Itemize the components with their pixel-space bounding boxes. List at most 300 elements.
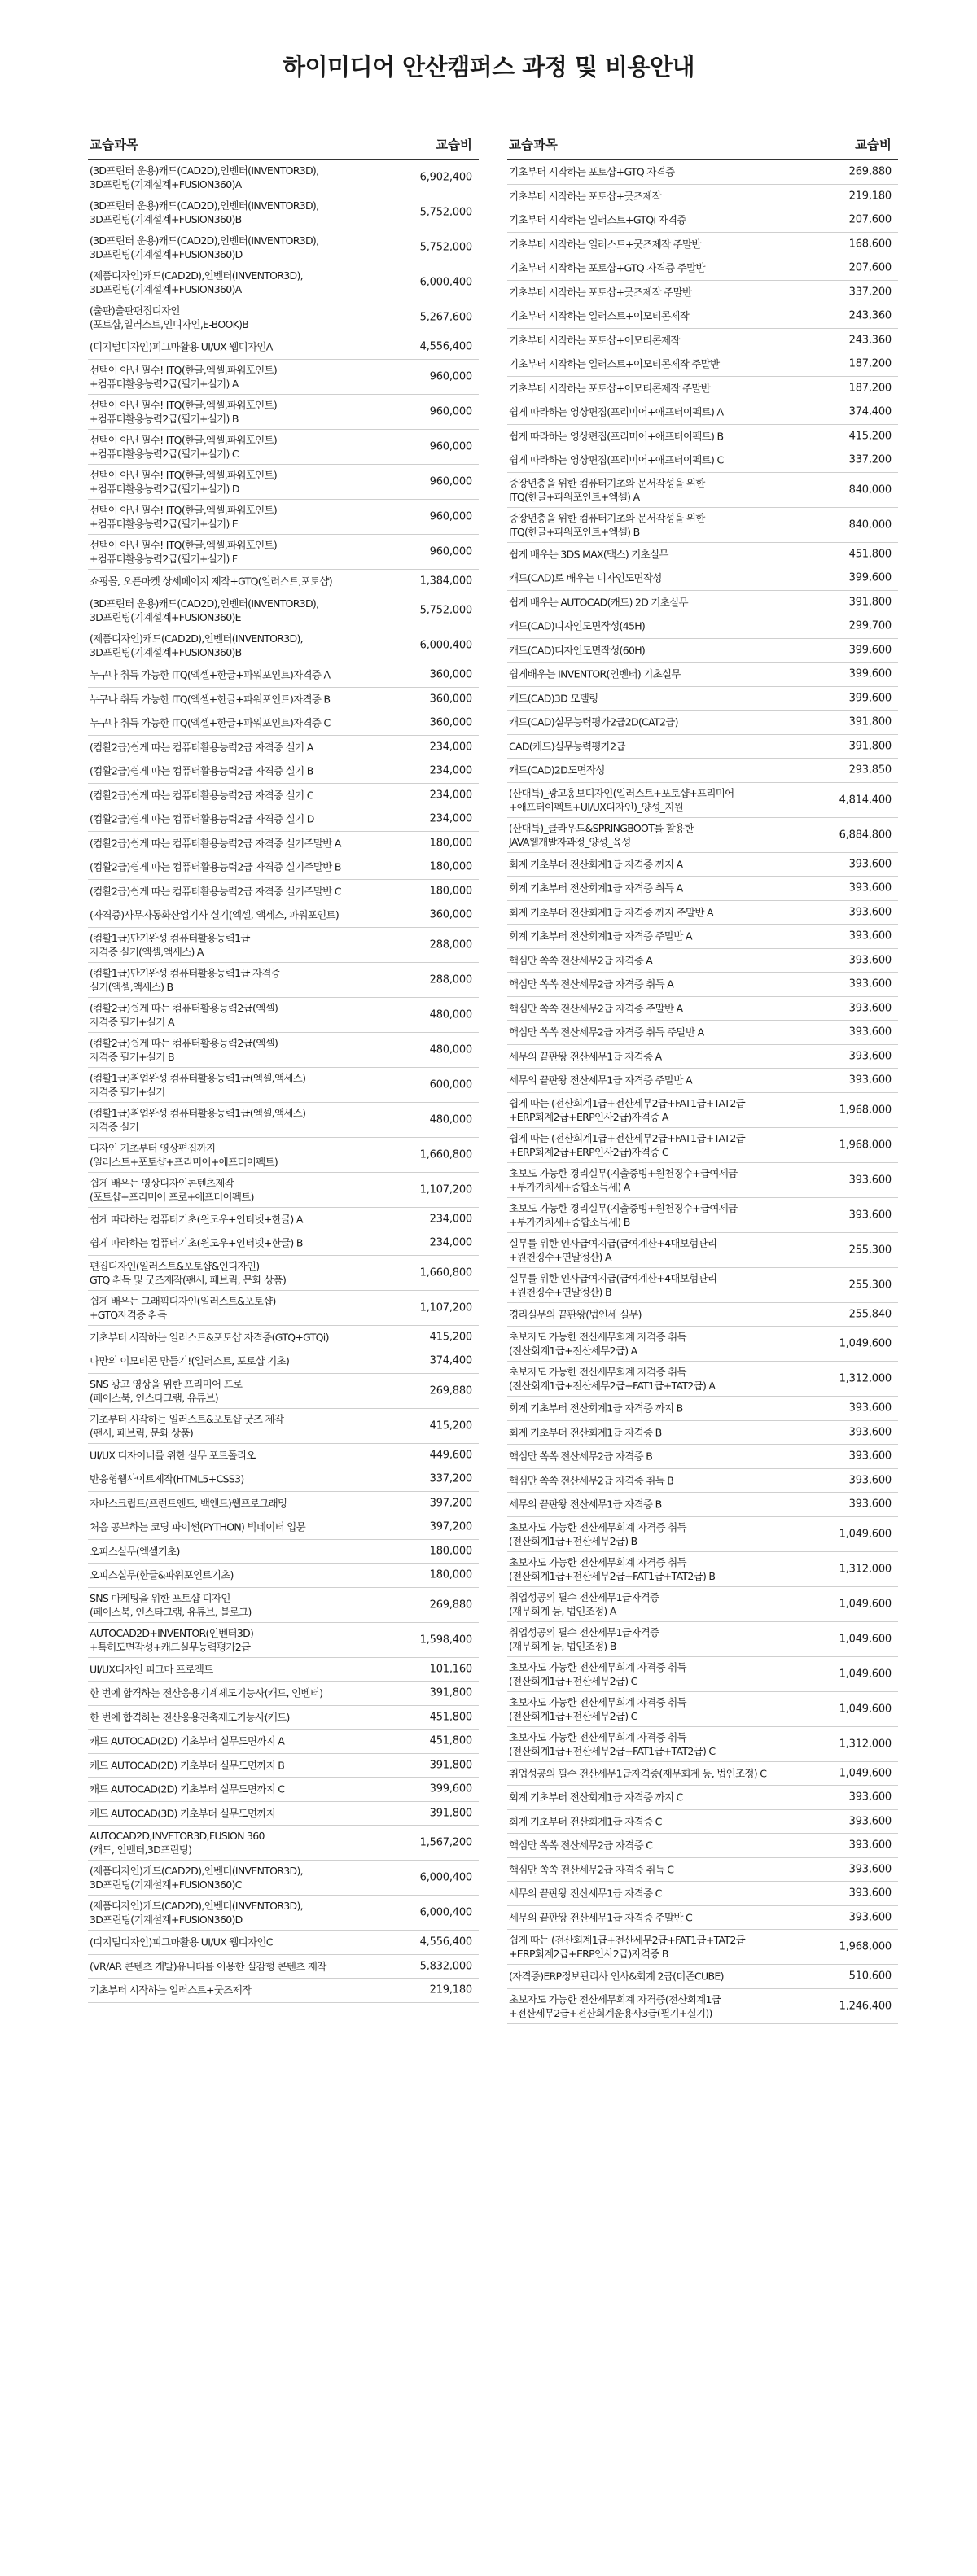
- course-name: (자격증)ERP정보관리사 인사&회계 2급(더존CUBE): [509, 1970, 724, 1983]
- page-title: 하이미디어 안산캠퍼스 과정 및 비용안내: [282, 53, 695, 81]
- course-name: 쉽게 배우는 그래픽디자인(일러스트&포토샵) +GTQ자격증 취득: [90, 1294, 276, 1321]
- course-fee: 960,000: [429, 405, 472, 418]
- course-name: 초보자도 가능한 전산세무회계 자격증 취득 (전산회계1급+전산세무2급) C: [509, 1695, 686, 1722]
- course-name: 쉽게 따는 (전산회계1급+전산세무2급+FAT1급+TAT2급 +ERP회계2급+ERP인사2급)자격증 C: [509, 1131, 745, 1158]
- course-fee: 1,968,000: [839, 1139, 892, 1151]
- course-name: SNS 마케팅을 위한 포토샵 디자인 (페이스북, 인스타그램, 유튜브, 블로그): [90, 1591, 252, 1618]
- table-row: [507, 853, 898, 877]
- table-row: [507, 1965, 898, 1989]
- course-name: 경리실무의 끝판왕(법인세 실무): [509, 1308, 642, 1321]
- course-name: (컴활2급)쉽게 따는 컴퓨터활용능력2급 자격증 실기주말반 C: [90, 885, 341, 898]
- course-fee: 1,049,600: [839, 1598, 892, 1610]
- course-table-left: [88, 122, 479, 2003]
- table-row: [88, 1682, 479, 1706]
- course-fee: 1,049,600: [839, 1528, 892, 1540]
- course-fee: 391,800: [429, 1686, 472, 1699]
- course-name: 반응형웹사이트제작(HTML5+CSS3): [90, 1472, 244, 1485]
- table-row: [88, 928, 479, 963]
- course-fee: 1,049,600: [839, 1668, 892, 1680]
- course-name: 선택이 아닌 필수! ITQ(한글,엑셀,파워포인트) +컴퓨터활용능력2급(필기+실기) C: [90, 433, 278, 460]
- course-name: 선택이 아닌 필수! ITQ(한글,엑셀,파워포인트) +컴퓨터활용능력2급(필기+실기) F: [90, 538, 278, 565]
- course-fee: 6,902,400: [419, 171, 472, 184]
- course-fee: 1,049,600: [839, 1633, 892, 1645]
- course-fee: 480,000: [429, 1113, 472, 1126]
- course-name: 기초부터 시작하는 포토샵+이모티콘제작 주말반: [509, 382, 711, 395]
- table-row: [507, 1233, 898, 1268]
- table-row: [88, 1754, 479, 1778]
- course-fee: 5,752,000: [419, 241, 472, 254]
- course-name: 캐드 AUTOCAD(2D) 기초부터 실무도면까지 B: [90, 1759, 285, 1772]
- table-row: [88, 395, 479, 430]
- table-row: [507, 591, 898, 615]
- table-row: [88, 1623, 479, 1658]
- course-fee: 393,600: [848, 1450, 892, 1463]
- course-fee: 180,000: [429, 837, 472, 850]
- table-row: [88, 1540, 479, 1564]
- course-fee: 180,000: [429, 1568, 472, 1581]
- table-row: [507, 1163, 898, 1198]
- table-row: [507, 1397, 898, 1421]
- course-fee: 1,660,800: [419, 1148, 472, 1161]
- course-fee: 1,312,000: [839, 1372, 892, 1385]
- course-fee: 1,598,400: [419, 1634, 472, 1646]
- table-row: [507, 473, 898, 508]
- course-fee: 269,880: [429, 1384, 472, 1397]
- course-fee: 840,000: [848, 483, 892, 496]
- course-fee: 393,600: [848, 881, 892, 894]
- table-row: [88, 880, 479, 904]
- table-row: [88, 759, 479, 784]
- table-row: [88, 1374, 479, 1409]
- course-name: 세무의 끝판왕 전산세무1급 자격증 주말반 C: [509, 1911, 693, 1924]
- course-fee: 219,180: [429, 1983, 472, 1997]
- table-row: [507, 783, 898, 818]
- course-name: 누구나 취득 가능한 ITQ(엑셀+한글+파워포인트)자격증 C: [90, 716, 331, 729]
- course-fee: 1,246,400: [839, 2000, 892, 2012]
- header-course: 교습과목: [90, 138, 138, 152]
- table-row: [88, 1326, 479, 1350]
- table-row: [88, 1173, 479, 1208]
- course-fee: 960,000: [429, 510, 472, 523]
- course-name: 초보자도 가능한 전산세무회계 자격증 취득 (전산회계1급+전산세무2급) B: [509, 1520, 686, 1547]
- course-fee: 180,000: [429, 1545, 472, 1558]
- table-row: [88, 195, 479, 230]
- table-row: [88, 430, 479, 465]
- course-name: 취업성공의 필수 전산세무1급자격증 (재무회계 등, 법인조정) A: [509, 1590, 659, 1617]
- table-row: [88, 1826, 479, 1861]
- course-name: (제품디자인)캐드(CAD2D),인벤터(INVENTOR3D), 3D프린팅(기계설계+FUSION360)D: [90, 1900, 303, 1926]
- table-row: [88, 1256, 479, 1291]
- course-fee: 480,000: [429, 1008, 472, 1021]
- course-fee: 393,600: [848, 1426, 892, 1439]
- course-fee: 393,600: [848, 1074, 892, 1087]
- course-name: 쉽게 따라하는 컴퓨터기초(윈도우+인터넷+한글) B: [90, 1236, 303, 1249]
- course-fee: 393,600: [848, 1474, 892, 1487]
- course-fee: 6,000,400: [419, 276, 472, 289]
- table-row: [88, 855, 479, 880]
- course-name: 핵심만 쏙쏙 전산세무2급 자격증 주말반 A: [509, 1002, 683, 1015]
- course-name: UI/UX 디자이너를 위한 실무 포트폴리오: [90, 1449, 256, 1462]
- course-name: 캐드(CAD)디자인도면작성(45H): [509, 619, 646, 632]
- course-name: 쉽게 따는 (전산회계1급+전산세무2급+FAT1급+TAT2급 +ERP회계2급+ERP인사2급)자격증 A: [509, 1096, 745, 1123]
- course-name: 회계 기초부터 전산회계1급 자격증 까지 A: [509, 858, 683, 871]
- course-name: 나만의 이모티콘 만들기!(일러스트, 포토샵 기초): [90, 1354, 290, 1367]
- course-name: 초보도 가능한 경리실무(지출증빙+원천징수+급여세금 +부가가치세+종합소득세) A: [509, 1166, 738, 1193]
- course-fee: 1,312,000: [839, 1738, 892, 1750]
- course-name: 디자인 기초부터 영상편집까지 (일러스트+포토샵+프리미어+애프터이펙트): [90, 1141, 278, 1168]
- course-name: 캐드(CAD)3D 모델링: [509, 692, 598, 705]
- course-name: 세무의 끝판왕 전산세무1급 자격증 주말반 A: [509, 1074, 692, 1087]
- table-row: [507, 687, 898, 711]
- course-fee: 397,200: [429, 1497, 472, 1510]
- course-name: 기초부터 시작하는 일러스트&포토샵 굿즈 제작 (팬시, 패브릭, 문화 상품): [90, 1412, 284, 1439]
- course-name: (컴활1급)단기완성 컴퓨터활용능력1급 자격증 실기(엑셀,액세스) B: [90, 966, 281, 993]
- course-fee: 480,000: [429, 1043, 472, 1056]
- table-row: [88, 1896, 479, 1931]
- course-name: 자바스크립트(프런트엔드, 백엔드)웹프로그래밍: [90, 1497, 287, 1510]
- table-row: [507, 818, 898, 853]
- course-name: 초보자도 가능한 전산세무회계 자격증 취득 (전산회계1급+전산세무2급+FAT1급+TAT2급) C: [509, 1730, 716, 1757]
- course-fee: 360,000: [429, 668, 472, 681]
- course-fee: 960,000: [429, 475, 472, 488]
- table-row: [88, 535, 479, 570]
- course-name: (출판)출판편집디자인 (포토샵,일러스트,인디자인,E-BOOK)B: [90, 304, 249, 330]
- table-row: [507, 256, 898, 281]
- course-fee: 234,000: [429, 812, 472, 825]
- table-row: [88, 711, 479, 736]
- course-fee: 1,049,600: [839, 1767, 892, 1780]
- table-row: [88, 300, 479, 335]
- course-fee: 393,600: [848, 1498, 892, 1511]
- course-table-right: [507, 122, 898, 2024]
- course-name: 핵심만 쏙쏙 전산세무2급 자격증 취득 A: [509, 977, 674, 991]
- course-name: 초보자도 가능한 전산세무회계 자격증 취득 (전산회계1급+전산세무2급+FAT1급+TAT2급) B: [509, 1555, 716, 1582]
- course-name: 오피스실무(한글&파워포인트기초): [90, 1568, 234, 1581]
- course-fee: 393,600: [848, 977, 892, 991]
- course-name: 실무를 위한 인사급여지급(급여계산+4대보험관리 +원천징수+연말정산) A: [509, 1236, 717, 1263]
- course-name: 쉽게 배우는 3DS MAX(맥스) 기초실무: [509, 548, 668, 561]
- table-row: [88, 500, 479, 535]
- table-row: [88, 1931, 479, 1955]
- table-row: [507, 1810, 898, 1835]
- course-fee: 101,160: [429, 1663, 472, 1676]
- course-name: 캐드(CAD)로 배우는 디자인도면작성: [509, 571, 662, 584]
- table-row: [88, 1861, 479, 1896]
- table-row: [507, 759, 898, 783]
- course-name: 기초부터 시작하는 포토샵+굿즈제작 주말반: [509, 286, 692, 299]
- course-name: 캐드 AUTOCAD(2D) 기초부터 실무도면까지 A: [90, 1734, 285, 1747]
- table-row: [507, 185, 898, 209]
- course-name: 회계 기초부터 전산회계1급 자격증 까지 B: [509, 1402, 683, 1415]
- course-fee: 269,880: [429, 1599, 472, 1611]
- course-name: (디지털디자인)피그마활용 UI/UX 웹디자인A: [90, 340, 273, 353]
- course-fee: 288,000: [429, 938, 472, 951]
- table-row: [507, 329, 898, 353]
- course-name: (제품디자인)캐드(CAD2D),인벤터(INVENTOR3D), 3D프린팅(기계설계+FUSION360)A: [90, 269, 303, 295]
- table-row: [507, 1727, 898, 1762]
- course-fee: 1,107,200: [419, 1301, 472, 1314]
- course-fee: 1,968,000: [839, 1940, 892, 1953]
- table-row: [88, 335, 479, 360]
- table-row: [88, 1231, 479, 1256]
- course-name: (자격증)사무자동화산업기사 실기(엑셀, 액세스, 파워포인트): [90, 908, 340, 921]
- table-row: [88, 230, 479, 265]
- course-fee: 415,200: [429, 1331, 472, 1344]
- table-row: [88, 832, 479, 856]
- table-row: [88, 688, 479, 712]
- course-name: 세무의 끝판왕 전산세무1급 자격증 C: [509, 1887, 662, 1900]
- course-name: 캐드 AUTOCAD(2D) 기초부터 실무도면까지 C: [90, 1782, 285, 1795]
- course-fee: 391,800: [429, 1759, 472, 1772]
- course-name: 회계 기초부터 전산회계1급 자격증 까지 주말반 A: [509, 906, 713, 919]
- course-name: 핵심만 쏙쏙 전산세무2급 자격증 B: [509, 1450, 653, 1463]
- course-fee: 6,000,400: [419, 1906, 472, 1919]
- course-fee: 1,049,600: [839, 1703, 892, 1715]
- table-row: [507, 901, 898, 925]
- table-row: [88, 1706, 479, 1730]
- table-row: [507, 566, 898, 591]
- course-fee: 399,600: [429, 1782, 472, 1795]
- table-row: [88, 1138, 479, 1173]
- course-name: 기초부터 시작하는 포토샵+GTQ 자격증: [509, 165, 675, 178]
- course-name: 한 번에 합격하는 전산응용건축제도기능사(캐드): [90, 1711, 290, 1724]
- course-name: 회계 기초부터 전산회계1급 자격증 취득 A: [509, 881, 683, 894]
- course-name: (3D프린터 운용)캐드(CAD2D),인벤터(INVENTOR3D), 3D프린팅(기계설계+FUSION360)B: [90, 199, 319, 225]
- course-name: 쉽게 따라하는 컴퓨터기초(윈도우+인터넷+한글) A: [90, 1213, 303, 1226]
- course-fee: 960,000: [429, 370, 472, 383]
- course-fee: 4,556,400: [419, 340, 472, 353]
- course-fee: 293,850: [848, 763, 892, 776]
- table-row: [507, 352, 898, 377]
- table-body: [88, 160, 479, 2003]
- table-row: [507, 1906, 898, 1931]
- course-fee: 6,000,400: [419, 1871, 472, 1884]
- course-name: SNS 광고 영상을 위한 프리미어 프로 (페이스북, 인스타그램, 유튜브): [90, 1377, 243, 1404]
- course-name: 캐드(CAD)디자인도면작성(60H): [509, 644, 646, 657]
- course-fee: 1,968,000: [839, 1104, 892, 1116]
- table-row: [88, 784, 479, 808]
- table-row: [507, 304, 898, 329]
- course-fee: 337,200: [429, 1472, 472, 1485]
- course-fee: 393,600: [848, 906, 892, 919]
- course-fee: 180,000: [429, 885, 472, 898]
- course-name: 취업성공의 필수 전산세무1급자격증(재무회계 등, 법인조정) C: [509, 1767, 767, 1780]
- course-fee: 337,200: [848, 286, 892, 299]
- table-row: [88, 1444, 479, 1468]
- table-row: [88, 1068, 479, 1103]
- table-row: [507, 1421, 898, 1445]
- course-name: AUTOCAD2D,INVETOR3D,FUSION 360 (캐드, 인벤터,3D프린팅): [90, 1830, 265, 1856]
- table-row: [507, 663, 898, 687]
- course-name: 기초부터 시작하는 일러스트+굿즈제작: [90, 1983, 252, 1997]
- course-fee: 207,600: [848, 261, 892, 274]
- course-name: (컴활2급)쉽게 따는 컴퓨터활용능력2급 자격증 실기주말반 B: [90, 860, 341, 873]
- course-fee: 168,600: [848, 238, 892, 251]
- course-name: 기초부터 시작하는 포토샵+GTQ 자격증 주말반: [509, 261, 705, 274]
- course-name: (3D프린터 운용)캐드(CAD2D),인벤터(INVENTOR3D), 3D프린팅(기계설계+FUSION360)A: [90, 164, 319, 190]
- table-row: [507, 508, 898, 543]
- course-name: UI/UX디자인 피그마 프로젝트: [90, 1663, 213, 1676]
- course-fee: 393,600: [848, 954, 892, 967]
- course-name: 쉽게 배우는 영상디자인콘텐츠제작 (포토샵+프리미어 프로+애프터이펙트): [90, 1176, 254, 1203]
- table-row: [507, 711, 898, 735]
- course-name: (산대특)_광고홍보디자인(일러스트+포토샵+프리미어 +애프터이펙트+UI/UX디자인)_양성_지원: [509, 786, 734, 813]
- course-fee: 415,200: [429, 1419, 472, 1432]
- course-fee: 391,800: [848, 715, 892, 728]
- course-name: 취업성공의 필수 전산세무1급자격증 (재무회계 등, 법인조정) B: [509, 1625, 659, 1652]
- course-name: 초보자도 가능한 전산세무회계 자격증 취득 (전산회계1급+전산세무2급+FAT1급+TAT2급) A: [509, 1366, 716, 1392]
- course-fee: 187,200: [848, 357, 892, 370]
- course-name: 핵심만 쏙쏙 전산세무2급 자격증 취득 C: [509, 1863, 674, 1876]
- table-body: [507, 160, 898, 2024]
- course-name: 회계 기초부터 전산회계1급 자격증 C: [509, 1815, 662, 1828]
- course-name: 캐드(CAD)실무능력평가2급2D(CAT2급): [509, 715, 678, 728]
- course-fee: 6,884,800: [839, 829, 892, 841]
- table-row: [507, 735, 898, 759]
- course-fee: 391,800: [429, 1807, 472, 1820]
- course-name: 초보자도 가능한 전산세무회계 자격증(전산회계1급 +전산세무2급+전산회계운용사3급(필기+실기)): [509, 1992, 721, 2019]
- course-name: 쉽게배우는 INVENTOR(인벤터) 기초실무: [509, 667, 681, 680]
- table-row: [88, 1588, 479, 1623]
- course-fee: 255,300: [848, 1244, 892, 1256]
- table-row: [88, 1730, 479, 1754]
- course-fee: 180,000: [429, 860, 472, 873]
- table-row: [88, 807, 479, 832]
- table-row: [88, 570, 479, 594]
- course-name: 실무를 위한 인사급여지급(급여계산+4대보험관리 +원천징수+연말정산) B: [509, 1271, 717, 1298]
- course-fee: 449,600: [429, 1449, 472, 1462]
- header-fee: 교습비: [436, 138, 472, 152]
- table-row: [507, 639, 898, 663]
- table-row: [507, 1469, 898, 1494]
- course-name: (컴활2급)쉽게 따는 컴퓨터활용능력2급(엑셀) 자격증 필기+실기 A: [90, 1001, 278, 1028]
- course-fee: 4,556,400: [419, 1935, 472, 1948]
- course-fee: 393,600: [848, 1911, 892, 1924]
- course-fee: 207,600: [848, 213, 892, 226]
- course-fee: 399,600: [848, 644, 892, 657]
- table-row: [507, 377, 898, 401]
- table-row: [507, 1198, 898, 1233]
- course-fee: 337,200: [848, 453, 892, 466]
- course-fee: 399,600: [848, 571, 892, 584]
- course-fee: 451,800: [848, 548, 892, 561]
- course-fee: 243,360: [848, 334, 892, 347]
- course-name: (VR/AR 콘텐츠 개발)유니티를 이용한 실감형 콘텐츠 제작: [90, 1960, 326, 1973]
- course-fee: 360,000: [429, 693, 472, 706]
- course-name: (컴활1급)취업완성 컴퓨터활용능력1급(엑셀,액세스) 자격증 실기: [90, 1106, 306, 1133]
- course-fee: 255,300: [848, 1279, 892, 1291]
- course-name: 한 번에 합격하는 전산응용기계제도기능사(캐드, 인벤터): [90, 1686, 323, 1699]
- table-row: [507, 160, 898, 185]
- course-fee: 219,180: [848, 190, 892, 203]
- course-fee: 234,000: [429, 789, 472, 802]
- course-name: (컴활1급)취업완성 컴퓨터활용능력1급(엑셀,액세스) 자격증 필기+실기: [90, 1071, 306, 1098]
- table-row: [88, 1778, 479, 1802]
- table-row: [507, 1587, 898, 1622]
- course-fee: 393,600: [848, 1050, 892, 1063]
- table-row: [507, 1093, 898, 1128]
- course-fee: 393,600: [848, 1791, 892, 1804]
- course-fee: 391,800: [848, 596, 892, 609]
- course-name: 쉽게 따라하는 영상편집(프리미어+애프터이펙트) B: [509, 430, 724, 443]
- table-row: [88, 1564, 479, 1588]
- course-name: 선택이 아닌 필수! ITQ(한글,엑셀,파워포인트) +컴퓨터활용능력2급(필기+실기) D: [90, 468, 278, 495]
- course-fee: 255,840: [848, 1308, 892, 1321]
- table-row: [88, 963, 479, 998]
- table-row: [88, 1103, 479, 1138]
- table-row: [507, 448, 898, 473]
- table-row: [507, 1657, 898, 1692]
- table-row: [507, 1882, 898, 1906]
- course-name: 선택이 아닌 필수! ITQ(한글,엑셀,파워포인트) +컴퓨터활용능력2급(필기+실기) A: [90, 363, 278, 390]
- table-row: [507, 425, 898, 449]
- course-fee: 393,600: [848, 1815, 892, 1828]
- course-name: 선택이 아닌 필수! ITQ(한글,엑셀,파워포인트) +컴퓨터활용능력2급(필기+실기) E: [90, 503, 278, 530]
- course-fee: 451,800: [429, 1711, 472, 1724]
- course-fee: 234,000: [429, 764, 472, 777]
- course-fee: 393,600: [848, 1402, 892, 1415]
- table-row: [507, 1268, 898, 1303]
- course-fee: 393,600: [848, 1002, 892, 1015]
- table-row: [88, 1979, 479, 2003]
- table-header: [507, 122, 898, 160]
- course-fee: 1,384,000: [419, 575, 472, 588]
- table-row: [88, 736, 479, 760]
- table-row: [88, 1208, 479, 1232]
- table-row: [507, 1069, 898, 1093]
- course-name: 캐드 AUTOCAD(3D) 기초부터 실무도면까지: [90, 1807, 276, 1820]
- course-name: 세무의 끝판왕 전산세무1급 자격증 A: [509, 1050, 662, 1063]
- course-name: (컴활2급)쉽게 따는 컴퓨터활용능력2급 자격증 실기 C: [90, 789, 313, 802]
- course-fee: 5,832,000: [419, 1960, 472, 1973]
- course-fee: 393,600: [848, 1839, 892, 1852]
- course-name: 쉽게 따라하는 영상편집(프리미어+애프터이펙트) C: [509, 453, 724, 466]
- course-fee: 234,000: [429, 741, 472, 754]
- table-row: [507, 925, 898, 949]
- course-name: (컴활1급)단기완성 컴퓨터활용능력1급 자격증 실기(엑셀,액세스) A: [90, 931, 250, 958]
- course-name: 회계 기초부터 전산회계1급 자격증 주말반 A: [509, 929, 692, 942]
- course-name: 회계 기초부터 전산회계1급 자격증 B: [509, 1426, 662, 1439]
- course-fee: 288,000: [429, 973, 472, 986]
- course-name: 중장년층을 위한 컴퓨터기초와 문서작성을 위한 ITQ(한글+파워포인트+엑셀) B: [509, 511, 705, 538]
- course-fee: 1,107,200: [419, 1183, 472, 1196]
- table-row: [507, 1045, 898, 1069]
- course-name: 기초부터 시작하는 일러스트+GTQi 자격증: [509, 213, 686, 226]
- course-fee: 299,700: [848, 619, 892, 632]
- table-row: [507, 543, 898, 567]
- table-row: [88, 465, 479, 500]
- course-name: 핵심만 쏙쏙 전산세무2급 자격증 A: [509, 954, 653, 967]
- course-name: 회계 기초부터 전산회계1급 자격증 까지 C: [509, 1791, 683, 1804]
- course-fee: 451,800: [429, 1734, 472, 1747]
- course-fee: 360,000: [429, 716, 472, 729]
- table-row: [507, 1517, 898, 1552]
- course-fee: 510,600: [848, 1970, 892, 1983]
- course-name: 기초부터 시작하는 일러스트+이모티콘제작: [509, 309, 690, 322]
- course-fee: 399,600: [848, 692, 892, 705]
- course-name: (컴활2급)쉽게 따는 컴퓨터활용능력2급 자격증 실기 B: [90, 764, 313, 777]
- table-row: [507, 949, 898, 973]
- table-row: [88, 1033, 479, 1068]
- course-fee: 4,814,400: [839, 794, 892, 806]
- course-fee: 415,200: [848, 430, 892, 443]
- table-row: [507, 997, 898, 1021]
- table-row: [507, 1762, 898, 1787]
- header-course: 교습과목: [509, 138, 558, 152]
- course-fee: 5,752,000: [419, 206, 472, 219]
- course-fee: 243,360: [848, 309, 892, 322]
- table-row: [507, 1327, 898, 1362]
